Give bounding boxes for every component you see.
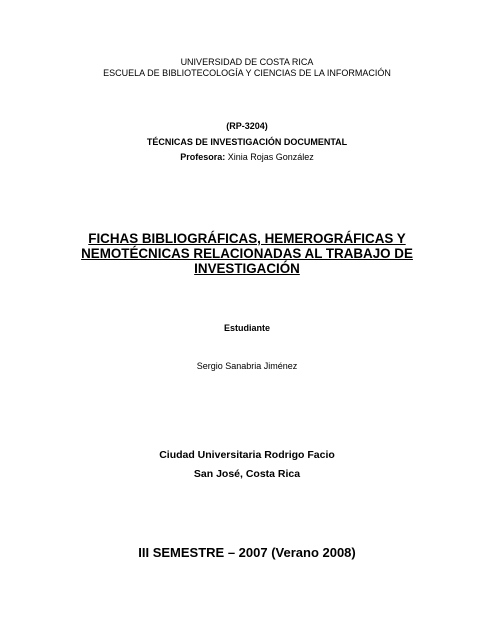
title-line-3: INVESTIGACIÓN	[194, 261, 300, 276]
professor-label: Profesora:	[180, 152, 226, 162]
professor-line	[0, 152, 494, 162]
city-name: San José, Costa Rica	[193, 468, 301, 480]
course-name: TÉCNICAS DE INVESTIGACIÓN DOCUMENTAL	[146, 137, 348, 147]
school-name: ESCUELA DE BIBLIOTECOLOGÍA Y CIENCIAS DE LA INFORMACIÓN	[103, 68, 391, 78]
document-title	[60, 231, 434, 276]
student-label: Estudiante	[223, 323, 270, 333]
title-line-2: NEMOTÉCNICAS RELACIONADAS AL TRABAJO DE	[81, 246, 413, 261]
course-code: (RP-3204)	[226, 121, 268, 131]
student-name: Sergio Sanabria Jiménez	[196, 361, 298, 371]
professor-name: Xinia Rojas González	[227, 152, 314, 162]
university-name: UNIVERSIDAD DE COSTA RICA	[180, 57, 314, 67]
term-text: III SEMESTRE – 2007 (Verano 2008)	[138, 545, 356, 560]
campus-name: Ciudad Universitaria Rodrigo Facio	[159, 449, 335, 461]
title-line-1: FICHAS BIBLIOGRÁFICAS, HEMEROGRÁFICAS Y	[88, 231, 406, 246]
